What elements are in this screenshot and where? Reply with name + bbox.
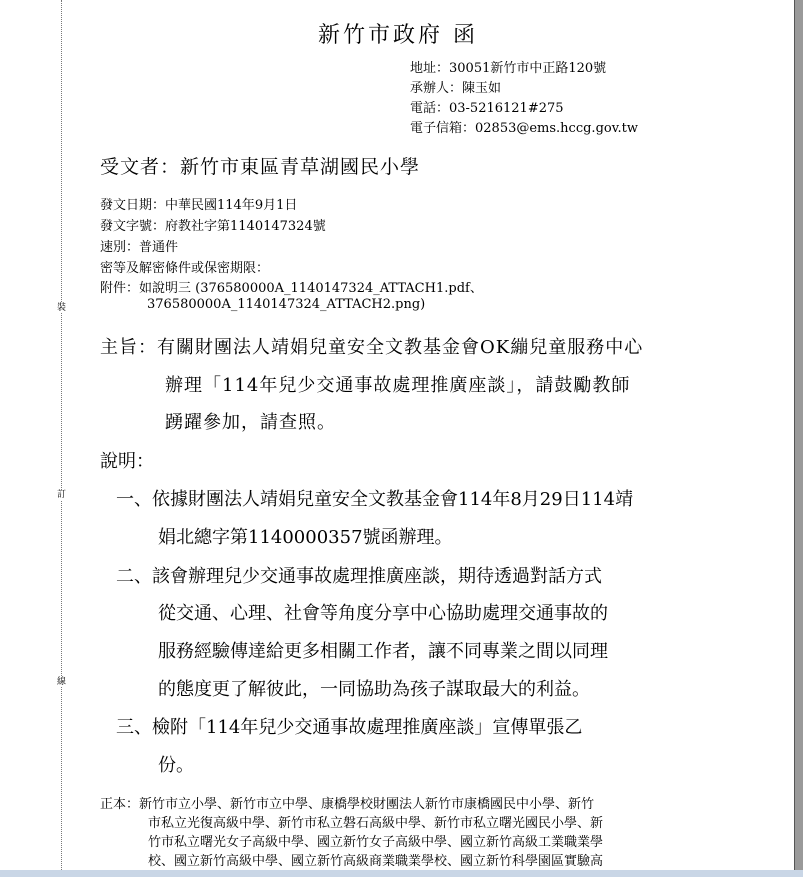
window-border-bottom — [0, 870, 803, 877]
subject-line-3: 踴躍參加，請查照。 — [165, 412, 336, 433]
window-border-right-shade — [795, 0, 803, 877]
item-2-line-1: 二、該會辦理兒少交通事故處理推廣座談，期待透過對話方式 — [116, 566, 602, 587]
binding-mark-zhuang: 裝 — [57, 303, 67, 313]
meta-attachments-cont: 376580000A_1140147324_ATTACH2.png) — [147, 297, 426, 312]
subject-line-1: 主旨：有關財團法人靖娟兒童安全文教基金會OK繃兒童服務中心 — [100, 337, 644, 358]
cc-line-2: 市私立光復高級中學、新竹市私立磐石高級中學、新竹市私立曙光國民小學、新 — [148, 816, 604, 831]
meta-attachments: 附件：如說明三 (376580000A_1140147324_ATTACH1.pdf、 — [100, 281, 483, 296]
meta-issue-date: 發文日期：中華民國114年9月1日 — [100, 198, 298, 213]
recipient: 受文者：新竹市東區青草湖國民小學 — [100, 156, 421, 178]
meta-doc-number: 發文字號：府教社字第1140147324號 — [100, 219, 326, 234]
cc-line-4: 校、國立新竹高級中學、國立新竹高級商業職業學校、國立新竹科學園區實驗高 — [148, 854, 604, 869]
binding-mark-ding: 訂 — [57, 490, 67, 500]
subject-line-2: 辦理「114年兒少交通事故處理推廣座談」，請鼓勵教師 — [165, 375, 631, 396]
contact-phone: 電話：03-5216121#275 — [410, 101, 564, 116]
item-3-line-1: 三、檢附「114年兒少交通事故處理推廣座談」宣傳單張乙 — [116, 717, 583, 738]
contact-address: 地址：30051新竹市中正路120號 — [410, 61, 607, 76]
item-2-line-3: 服務經驗傳達給更多相關工作者，讓不同專業之間以同理 — [158, 641, 608, 662]
cc-line-3: 竹市私立曙光女子高級中學、國立新竹女子高級中學、國立新竹高級工業職業學 — [148, 835, 604, 850]
cc-line-1: 正本：新竹市立小學、新竹市立中學、康橋學校財團法人新竹市康橋國民中小學、新竹 — [100, 797, 595, 812]
document-title: 新竹市政府 函 — [318, 23, 478, 48]
item-1-line-2: 娟北總字第1140000357號函辦理。 — [158, 527, 453, 548]
item-2-line-4: 的態度更了解彼此，一同協助為孩子謀取最大的利益。 — [158, 679, 590, 700]
item-1-line-1: 一、依據財團法人靖娟兒童安全文教基金會114年8月29日114靖 — [116, 489, 634, 510]
binding-mark-xian: 線 — [57, 677, 67, 687]
binding-line — [61, 0, 62, 870]
item-2-line-2: 從交通、心理、社會等角度分享中心協助處理交通事故的 — [158, 603, 608, 624]
contact-email: 電子信箱：02853@ems.hccg.gov.tw — [410, 121, 639, 136]
meta-classification: 密等及解密條件或保密期限： — [100, 261, 270, 276]
explanation-heading: 說明： — [100, 451, 154, 472]
contact-handler: 承辦人：陳玉如 — [410, 81, 502, 96]
item-3-line-2: 份。 — [158, 755, 194, 776]
meta-speed: 速別：普通件 — [100, 240, 179, 255]
